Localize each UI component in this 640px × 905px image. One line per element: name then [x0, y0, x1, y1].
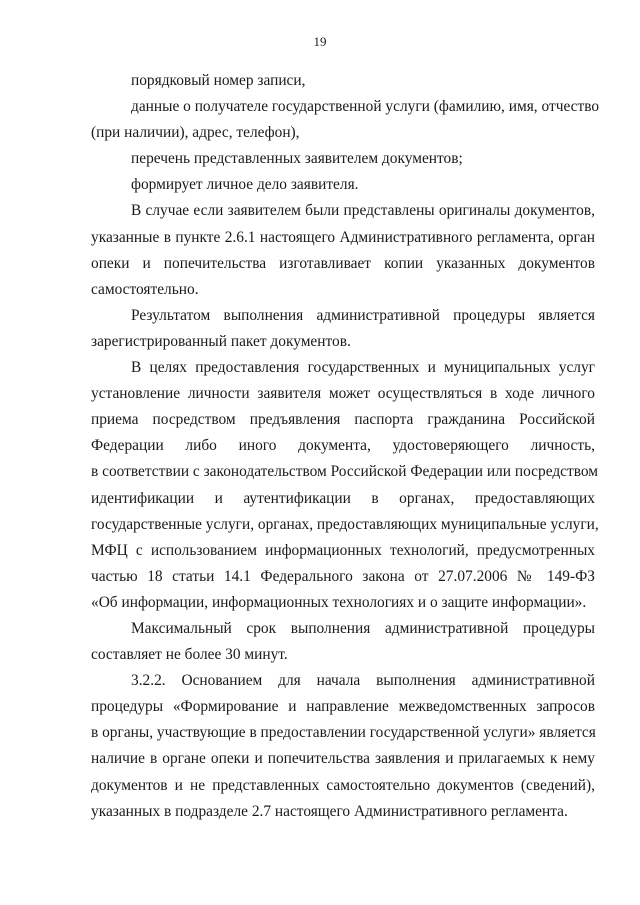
text-line: В целях предоставления государственных и муниципальных услуг: [131, 359, 595, 377]
text-line: идентификации и аутентификации в органах, предоставляющих: [91, 489, 595, 507]
text-line: самостоятельно.: [91, 280, 199, 298]
text-line: наличие в органе опеки и попечительства заявления и прилагаемых к нему: [91, 750, 595, 768]
text-line: в соответствии с законодательством Российской Федерации или посредством: [91, 463, 599, 481]
text-line: государственные услуги, органах, предоставляющих муниципальные услуги,: [91, 515, 599, 533]
text-line: установление личности заявителя может осуществляться в ходе личного: [91, 385, 595, 403]
text-line: порядковый номер записи,: [131, 72, 306, 89]
text-line: документов и не представленных самостоятельно документов (сведений),: [91, 776, 595, 794]
text-line: указанных в подразделе 2.7 настоящего Административного регламента.: [91, 802, 568, 820]
text-line: опеки и попечительства изготавливает копии указанных документов: [91, 254, 595, 272]
text-line: указанные в пункте 2.6.1 настоящего Административного регламента, орган: [91, 228, 595, 246]
text-line: процедуры «Формирование и направление межведомственных запросов: [91, 698, 595, 716]
text-line: Федерации либо иного документа, удостоверяющего личность,: [91, 437, 595, 455]
document-body: [91, 68, 600, 825]
text-line: Результатом выполнения административной процедуры является: [131, 306, 595, 324]
text-line: перечень представленных заявителем документов;: [131, 150, 463, 168]
text-line: зарегистрированный пакет документов.: [91, 332, 351, 350]
text-line: «Об информации, информационных технологиях и о защите информации».: [91, 593, 587, 611]
text-line: МФЦ с использованием информационных технологий, предусмотренных: [91, 541, 595, 559]
text-line: данные о получателе государственной услуги (фамилию, имя, отчество: [131, 98, 600, 116]
text-line: 3.2.2. Основанием для начала выполнения административной: [131, 672, 595, 690]
text-line: составляет не более 30 минут.: [91, 646, 288, 664]
text-line: (при наличии), адрес, телефон),: [91, 124, 300, 142]
text-line: В случае если заявителем были представлены оригиналы документов,: [131, 202, 595, 220]
page-number: 19: [313, 34, 327, 49]
text-line: приема посредством предъявления паспорта гражданина Российской: [91, 411, 595, 429]
text-line: в органы, участвующие в предоставлении государственной услуги» является: [91, 724, 596, 742]
text-line: Максимальный срок выполнения административной процедуры: [131, 619, 595, 637]
text-line: частью 18 статьи 14.1 Федерального закона от 27.07.2006 № 149-ФЗ: [91, 567, 595, 585]
text-line: формирует личное дело заявителя.: [131, 176, 359, 194]
